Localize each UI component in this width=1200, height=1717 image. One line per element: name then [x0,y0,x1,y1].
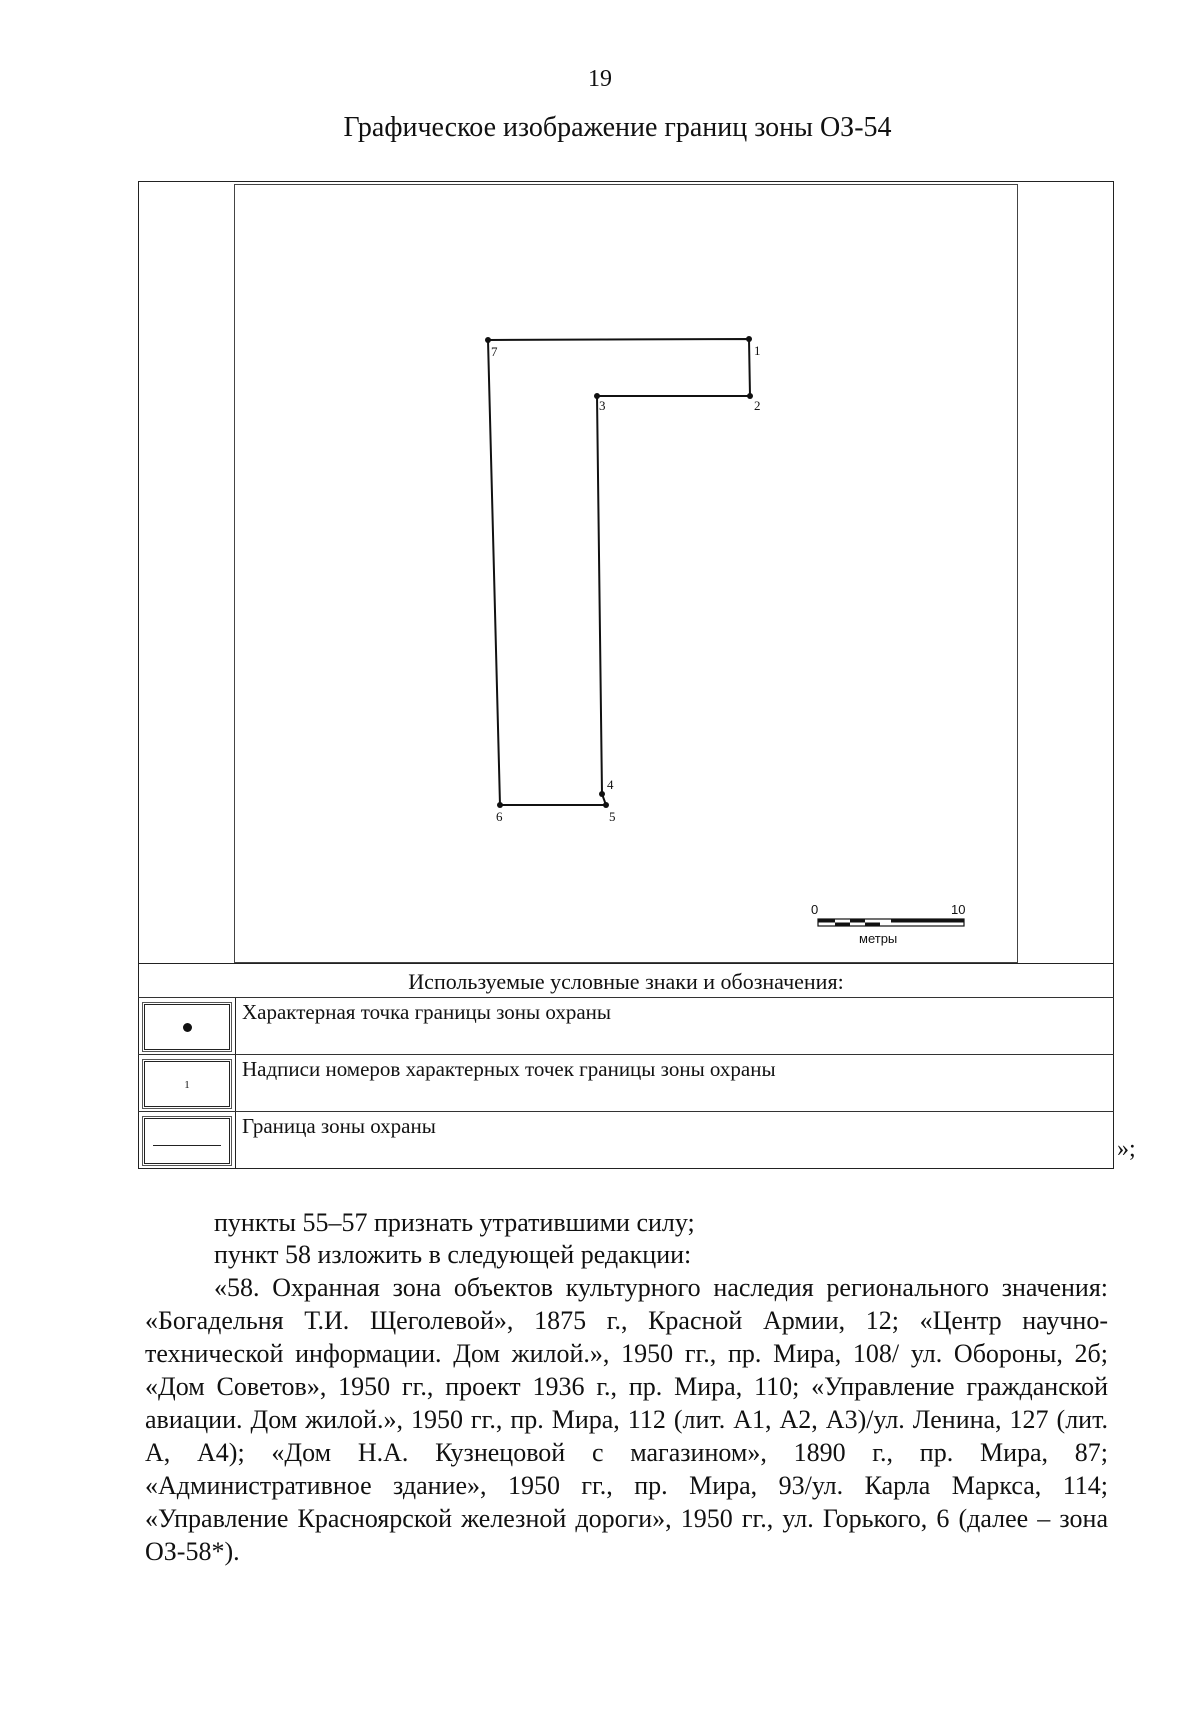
point-label-5: 5 [609,809,616,824]
closing-quote: »; [1117,1136,1136,1162]
legend-text-number: Надписи номеров характерных точек границы зоны охраны [242,1057,776,1081]
legend-symbol-boundary [144,1118,230,1164]
legend-divider [235,998,236,1055]
page-number: 19 [588,66,612,92]
amendment-item-1: пункты 55–57 признать утратившими силу; [214,1208,695,1237]
legend-row-boundary [138,1111,1114,1168]
legend-symbol-point [144,1004,230,1050]
scale-unit-label: метры [859,931,898,946]
boundary-point-4 [599,791,605,797]
point-label-1: 1 [754,343,761,358]
legend-text-point: Характерная точка границы зоны охраны [242,1000,611,1024]
scale-start-label: 0 [811,902,819,917]
legend-symbol-number [144,1061,230,1107]
boundary-point-7 [485,337,491,343]
legend-row-number [138,1054,1114,1111]
legend-title: Используемые условные знаки и обозначения: [408,969,844,994]
amendment-item-58-text: «58. Охранная зона объектов культурного наследия регионального значения: «Богадельня Т.И. Щеголевой», 1875 г., Красной Армии, 12; «Центр научно-технической информации. Дом жилой.», 1950 гг., пр. Мира, 108/ ул. Обороны, 2б; «Дом Советов», 1950 гг., проект 1936 г., пр. Мира, 110; «Управление гражданской авиации. Дом жилой.», 1950 гг., пр. Мира, 112 (лит. А1, А2, А3)/ул. Ленина, 127 (лит. А, А4); «Дом Н.А. Кузнецовой с магазином», 1890 г., пр. Мира, 87; «Административное здание», 1950 гг., пр. Мира, 93/ул. Карла Маркса, 114; «Управление Красноярской железной дороги», 1950 гг., ул. Горького, 6 (далее – зона ОЗ-58*). [145,1273,1108,1566]
point-label-3: 3 [599,398,606,413]
zone-boundary-map [234,184,1018,963]
legend-bottom-border [138,1168,1114,1169]
point-label-6: 6 [496,809,503,824]
legend-text-boundary: Граница зоны охраны [242,1114,436,1138]
point-label-4: 4 [607,777,614,792]
boundary-point-2 [747,393,753,399]
boundary-point-5 [603,802,609,808]
point-marker-icon [183,1023,192,1032]
boundary-point-6 [497,802,503,808]
legend-row-point [138,997,1114,1054]
point-label-7: 7 [491,344,498,359]
legend-top-border [138,963,1114,964]
boundary-line-icon [153,1145,221,1146]
zone-boundary [488,339,750,805]
amendment-item-2: пункт 58 изложить в следующей редакции: [214,1240,692,1269]
scale-bar [811,902,965,946]
point-number-sample: 1 [184,1079,190,1091]
boundary-point-1 [746,336,752,342]
scale-end-label: 10 [951,902,966,917]
point-label-2: 2 [754,398,761,413]
page-title: Графическое изображение границ зоны ОЗ-54 [343,112,892,143]
legend-divider [235,1112,236,1169]
legend-divider [235,1055,236,1112]
